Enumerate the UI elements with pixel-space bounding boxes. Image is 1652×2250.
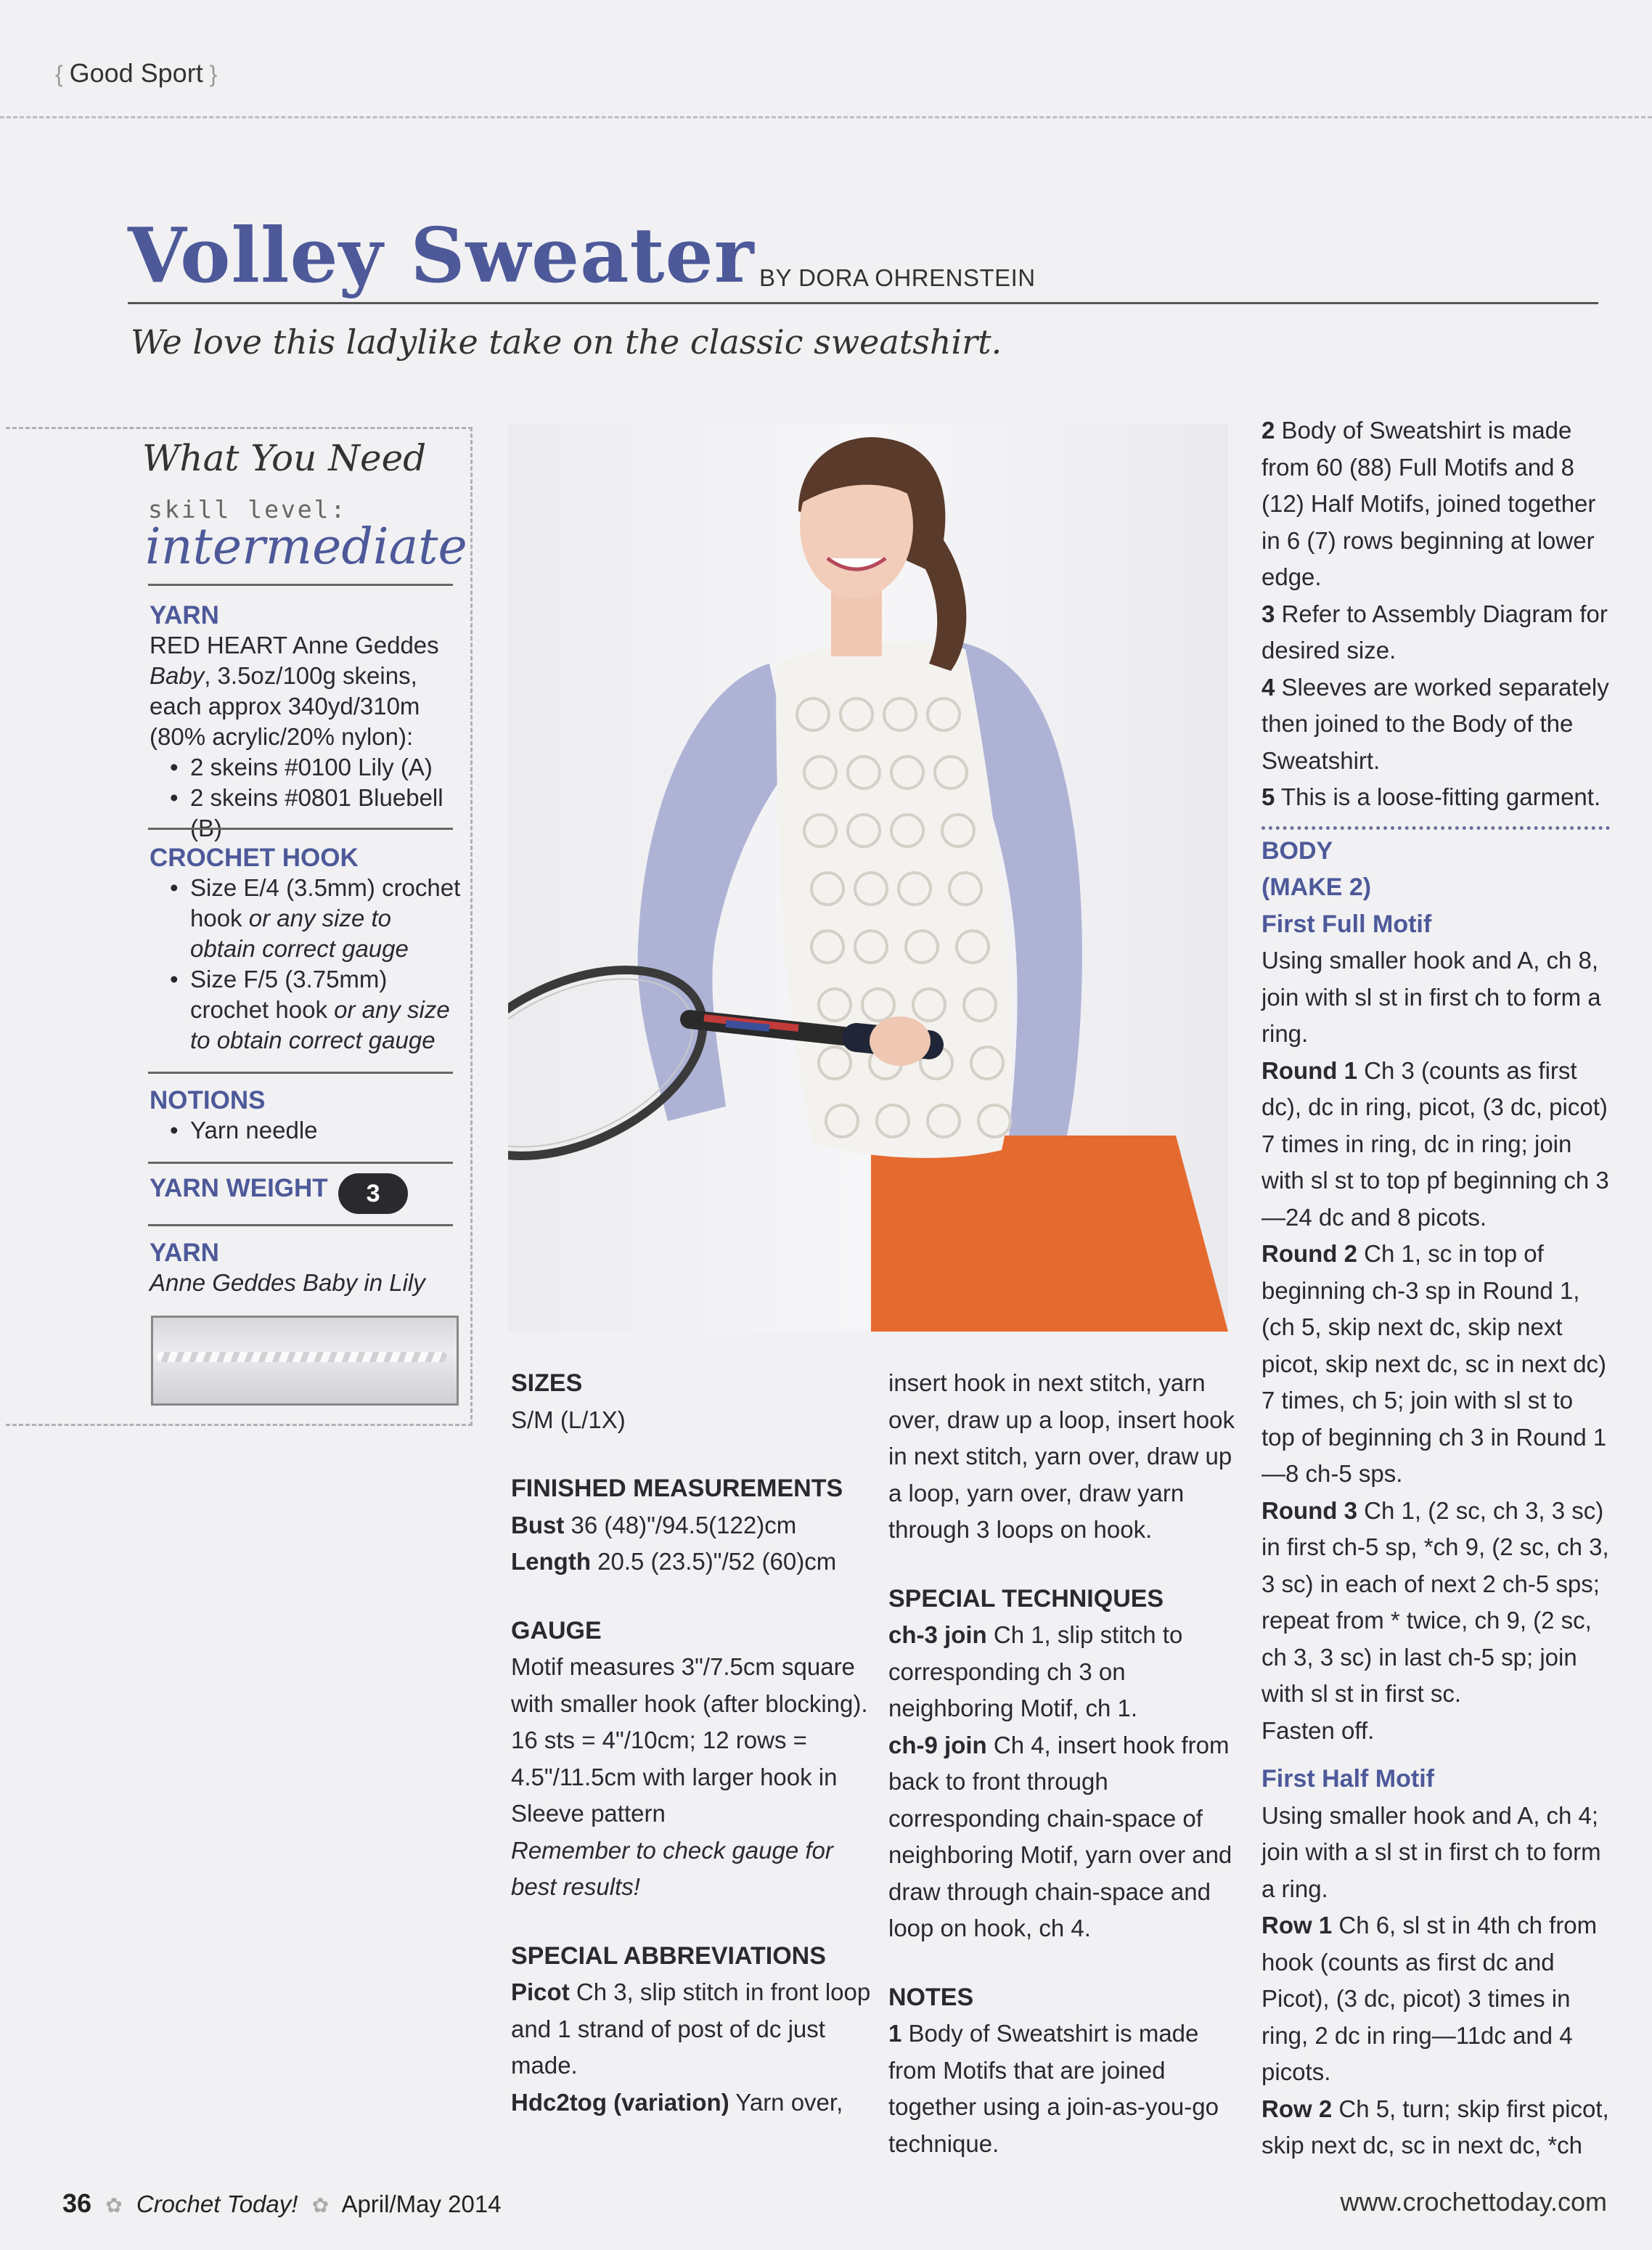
row-2: Row 2 Ch 5, turn; skip first picot, skip next dc, sc in next dc, *ch	[1262, 2095, 1609, 2159]
skill-level-label: skill level:	[148, 495, 348, 523]
yarn-heading: YARN	[150, 601, 219, 629]
flower-icon: ✿	[105, 2194, 123, 2217]
body-heading: BODY	[1262, 836, 1333, 865]
title-divider	[128, 302, 1598, 304]
ch3-join-text: ch-3 join Ch 1, slip stitch to corresponding ch 3 on neighboring Motif, ch 1.	[888, 1621, 1183, 1721]
list-item: • Size E/4 (3.5mm) crochet hook or any size to obtain correct gauge	[150, 873, 462, 964]
bracket-close: }	[203, 61, 218, 87]
note-5: 5 This is a loose-fitting garment.	[1262, 783, 1601, 810]
make-heading: (MAKE 2)	[1262, 873, 1372, 901]
yarn-weight-heading: YARN WEIGHT	[150, 1174, 328, 1203]
special-techniques-heading: SPECIAL TECHNIQUES	[888, 1584, 1164, 1613]
note-2: 2 Body of Sweatshirt is made from 60 (88) Full Motifs and 8 (12) Half Motifs, joined together in 6 (7) rows beginning at lower edge.	[1262, 417, 1596, 590]
hook-section	[150, 844, 462, 1056]
divider	[148, 1162, 453, 1164]
yarn-section	[150, 601, 462, 844]
gauge-text: Motif measures 3"/7.5cm square with smaller hook (after blocking). 16 sts = 4"/10cm; 12 rows = 4.5"/11.5cm with larger hook in Sleeve pattern	[511, 1653, 868, 1827]
sizes-text: S/M (L/1X)	[511, 1406, 626, 1433]
page-number: 36	[62, 2188, 92, 2218]
first-half-motif-heading: First Half Motif	[1262, 1765, 1434, 1793]
sizes-heading: SIZES	[511, 1369, 583, 1397]
byline: BY DORA OHRENSTEIN	[759, 264, 1036, 291]
note-1: 1 Body of Sweatshirt is made from Motifs that are joined together using a join-as-you-go technique.	[888, 2020, 1219, 2157]
round-3: Round 3 Ch 1, (2 sc, ch 3, 3 sc) in first ch-5 sp, *ch 9, (2 sc, ch 3, 3 sc) in each of next 2 ch-5 sps; repeat from * twice, ch 9, (2 sc, ch 3, 3 sc) in last ch-5 sp; join with sl st in first sc.	[1262, 1496, 1609, 1707]
swatch-heading: YARN	[150, 1239, 219, 1267]
note-4: 4 Sleeves are worked separately then joined to the Body of the Sweatshirt.	[1262, 673, 1609, 774]
full-motif-text: Using smaller hook and A, ch 8, join with sl st in first ch to form a ring.	[1262, 947, 1601, 1047]
divider	[148, 1224, 453, 1226]
notions-section	[150, 1086, 462, 1146]
tagline: We love this ladylike take on the classic sweatshirt.	[131, 322, 1002, 362]
top-divider	[0, 116, 1652, 118]
first-full-motif-heading: First Full Motif	[1262, 910, 1432, 938]
round-1: Round 1 Ch 3 (counts as first dc), dc in ring, picot, (3 dc, picot) 7 times in ring, dc in ring; join with sl st to top pf beginning ch 3—24 dc and 8 picots.	[1262, 1056, 1609, 1231]
skill-level-value: intermediate	[145, 518, 467, 576]
divider	[148, 584, 453, 586]
gauge-note: Remember to check gauge for best results!	[511, 1836, 833, 1900]
notions-list	[150, 1115, 462, 1146]
column-1	[511, 1365, 874, 2121]
list-item: • 2 skeins #0801 Bluebell (B)	[150, 783, 462, 844]
length-text: Length 20.5 (23.5)"/52 (60)cm	[511, 1548, 837, 1575]
yarn-list	[150, 752, 462, 844]
what-you-need-heading: What You Need	[142, 437, 427, 479]
footer-url[interactable]: www.crochettoday.com	[1340, 2187, 1607, 2217]
divider	[148, 1072, 453, 1074]
special-abbreviations-heading: SPECIAL ABBREVIATIONS	[511, 1941, 826, 1970]
hdc2tog-continued: insert hook in next stitch, yarn over, draw up a loop, insert hook in next stitch, yarn over, draw up a loop, yarn over, draw yarn through 3 loops on hook.	[888, 1369, 1235, 1543]
section-divider	[1262, 826, 1610, 830]
notes-heading: NOTES	[888, 1983, 974, 2011]
swatch-label: Anne Geddes Baby in Lily	[150, 1269, 425, 1296]
section-tag-text: Good Sport	[69, 58, 203, 88]
flower-icon: ✿	[311, 2194, 330, 2217]
list-item: • Size F/5 (3.75mm) crochet hook or any size to obtain correct gauge	[150, 964, 462, 1056]
divider	[148, 828, 453, 830]
note-3: 3 Refer to Assembly Diagram for desired size.	[1262, 600, 1608, 664]
model-illustration	[508, 424, 1228, 1332]
magazine-name: Crochet Today!	[136, 2190, 298, 2217]
round-2: Round 2 Ch 1, sc in top of beginning ch-3 sp in Round 1, (ch 5, skip next dc, skip next picot, skip next dc, sc in next dc) 7 times, ch 5; join with sl st to top of beginning ch 3 in Round 1—8 ch-5 sps.	[1262, 1240, 1607, 1487]
yarn-weight-icon: 3	[338, 1173, 408, 1214]
half-motif-text: Using smaller hook and A, ch 4; join with a sl st in first ch to form a ring.	[1262, 1801, 1601, 1902]
list-item: • 2 skeins #0100 Lily (A)	[150, 752, 462, 783]
hand-shape	[870, 1016, 931, 1066]
hook-list	[150, 873, 462, 1056]
neck-shape	[831, 591, 882, 656]
issue-date: April/May 2014	[341, 2190, 502, 2217]
swatch-section	[150, 1239, 462, 1298]
ch9-join-text: ch-9 join Ch 4, insert hook from back to front through corresponding chain-space of neighboring Motif, yarn over and draw through chain-space and loop on hook, ch 4.	[888, 1731, 1232, 1941]
yarn-weight-section	[150, 1173, 408, 1214]
model-photo	[508, 424, 1228, 1332]
bracket-open: {	[55, 61, 70, 87]
bust-text: Bust 36 (48)"/94.5(122)cm	[511, 1511, 797, 1538]
hook-heading: CROCHET HOOK	[150, 844, 359, 872]
page-title: Volley Sweater	[128, 211, 755, 300]
yarn-strand	[157, 1352, 447, 1362]
list-item: • Yarn needle	[150, 1115, 462, 1146]
left-sleeve-shape	[638, 664, 791, 1121]
skirt-shape	[871, 1136, 1228, 1332]
hdc2tog-text: Hdc2tog (variation) Yarn over,	[511, 2088, 843, 2116]
column-3	[1262, 412, 1610, 2164]
footer-left	[62, 2188, 502, 2219]
gauge-heading: GAUGE	[511, 1616, 602, 1644]
yarn-description: RED HEART Anne Geddes Baby, 3.5oz/100g skeins, each approx 340yd/310m (80% acrylic/20% nylon):	[150, 632, 439, 750]
picot-text: Picot Ch 3, slip stitch in front loop and 1 strand of post of dc just made.	[511, 1978, 871, 2079]
notions-heading: NOTIONS	[150, 1086, 266, 1114]
column-2	[888, 1365, 1237, 2162]
row-1: Row 1 Ch 6, sl st in 4th ch from hook (counts as first dc and Picot), (3 dc, picot) 3 times in ring, 2 dc in ring—11dc and 4 picots.	[1262, 1912, 1598, 2085]
section-tag	[55, 58, 217, 89]
finished-measurements-heading: FINISHED MEASUREMENTS	[511, 1475, 843, 1502]
fasten-off: Fasten off.	[1262, 1716, 1375, 1744]
